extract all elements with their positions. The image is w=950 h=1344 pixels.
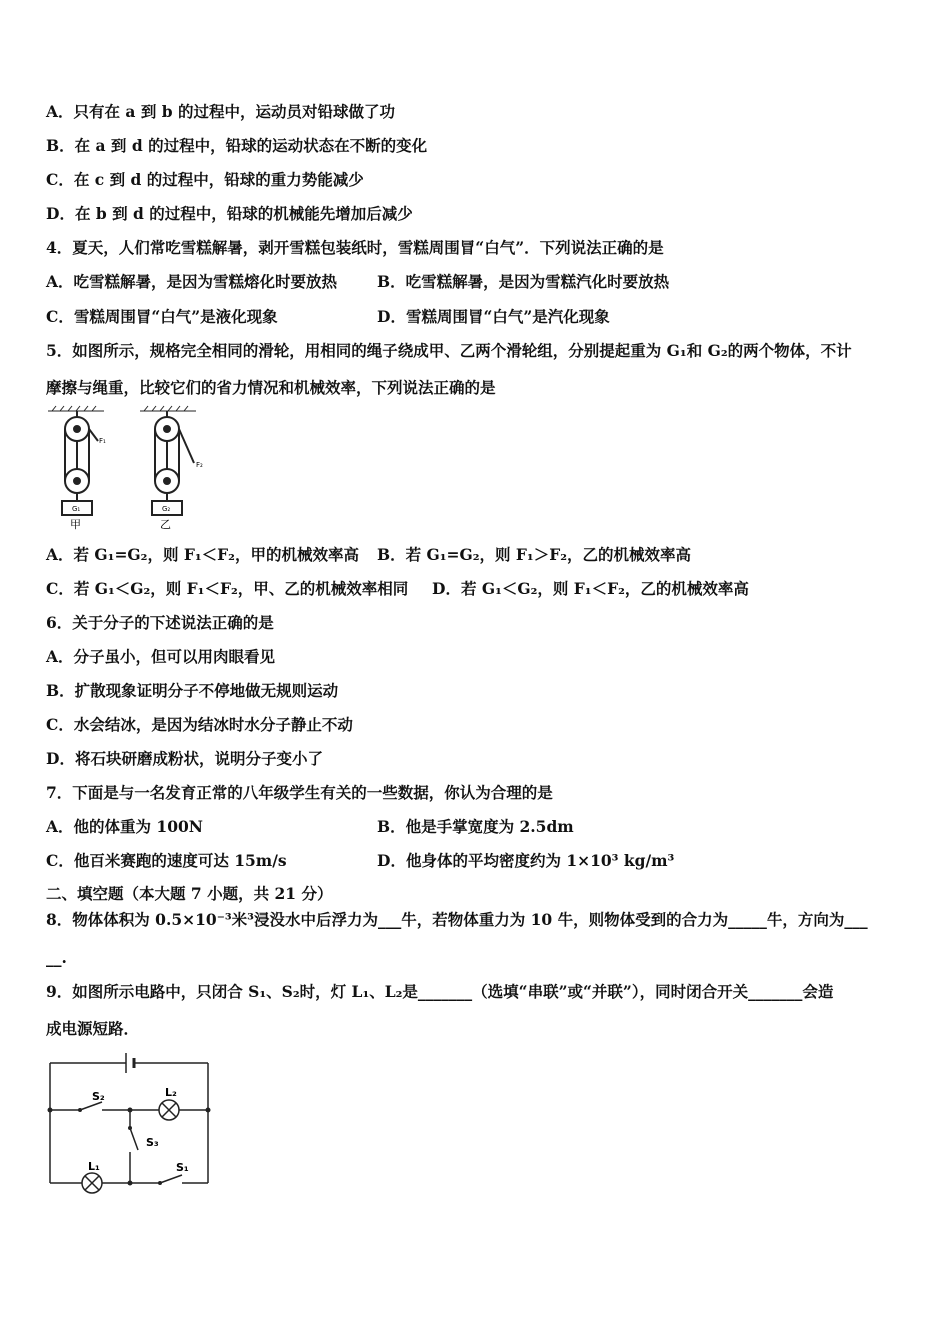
q5-option-b: B．若 G₁=G₂，则 F₁＞F₂，乙的机械效率高	[377, 545, 692, 564]
switch-s2	[80, 1102, 102, 1110]
label-s3: S₃	[146, 1136, 159, 1149]
label-s2: S₂	[92, 1090, 105, 1103]
q7-option-c: C．他百米赛跑的速度可达 15m/s	[46, 851, 287, 870]
q6-stem: 6．关于分子的下述说法正确的是	[46, 613, 274, 632]
pulley-system-jia	[62, 411, 98, 515]
q6-option-c: C．水会结冰，是因为结冰时水分子静止不动	[46, 715, 353, 734]
switch-s1	[160, 1175, 182, 1183]
q3-option-a: A．只有在 a 到 b 的过程中，运动员对铅球做了功	[46, 102, 395, 121]
q9-line2: 成电源短路．	[46, 1019, 140, 1038]
q5-stem-line1: 5．如图所示，规格完全相同的滑轮，用相同的绳子绕成甲、乙两个滑轮组，分别提起重为 G₁和 G₂的两个物体，不计	[46, 341, 852, 360]
figure-label-yi: 乙	[160, 518, 171, 530]
section-heading-fill-blank: 二、填空题（本大题 7 小题，共 21 分）	[46, 884, 333, 903]
q5-stem-line2: 摩擦与绳重，比较它们的省力情况和机械效率，下列说法正确的是	[46, 378, 496, 397]
q4-option-a: A．吃雪糕解暑，是因为雪糕熔化时要放热	[46, 272, 338, 291]
weight-label-left: G₁	[72, 505, 81, 513]
q8-line1: 8．物体体积为 0.5×10⁻³米³浸没水中后浮力为___牛，若物体重力为 10 牛，则物体受到的合力为_____牛，方向为___	[46, 910, 868, 929]
label-l2: L₂	[165, 1086, 177, 1099]
q5-option-c: C．若 G₁＜G₂，则 F₁＜F₂，甲、乙的机械效率相同	[46, 579, 409, 598]
force-label-left: F₁	[99, 437, 106, 445]
label-s1: S₁	[176, 1161, 189, 1174]
q5-option-d: D．若 G₁＜G₂，则 F₁＜F₂，乙的机械效率高	[432, 579, 749, 598]
q7-stem: 7．下面是与一名发育正常的八年级学生有关的一些数据，你认为合理的是	[46, 783, 553, 802]
ceiling-hatch	[48, 406, 196, 411]
q4-stem: 4．夏天，人们常吃雪糕解暑，剥开雪糕包装纸时，雪糕周围冒“白气”．下列说法正确的是	[46, 238, 664, 257]
figure-label-jia: 甲	[70, 518, 81, 530]
switch-s3	[130, 1128, 138, 1150]
q5-option-a: A．若 G₁=G₂，则 F₁＜F₂，甲的机械效率高	[46, 545, 359, 564]
q7-option-d: D．他身体的平均密度约为 1×10³ kg/m³	[377, 851, 675, 870]
q6-option-b: B．扩散现象证明分子不停地做无规则运动	[46, 681, 339, 700]
q6-option-d: D．将石块研磨成粉状，说明分子变小了	[46, 749, 323, 768]
force-label-right: F₂	[196, 461, 203, 469]
q3-option-c: C．在 c 到 d 的过程中，铅球的重力势能减少	[46, 170, 364, 189]
q4-option-b: B．吃雪糕解暑，是因为雪糕汽化时要放热	[377, 272, 670, 291]
pulley-system-yi	[152, 411, 194, 515]
q3-option-d: D．在 b 到 d 的过程中，铅球的机械能先增加后减少	[46, 204, 413, 223]
weight-label-right: G₂	[162, 505, 171, 513]
q7-option-a: A．他的体重为 100N	[46, 817, 203, 836]
label-l1: L₁	[88, 1160, 100, 1173]
q3-option-b: B．在 a 到 d 的过程中，铅球的运动状态在不断的变化	[46, 136, 428, 155]
circuit-figure	[40, 1048, 220, 1198]
q6-option-a: A．分子虽小，但可以用肉眼看见	[46, 647, 276, 666]
q9-line1: 9．如图所示电路中，只闭合 S₁、S₂时，灯 L₁、L₂是_______（选填“串联”或“并联”），同时闭合开关_______会造	[46, 982, 834, 1001]
pulley-figure	[44, 405, 214, 530]
q4-option-c: C．雪糕周围冒“白气”是液化现象	[46, 307, 278, 326]
q8-line2: __.	[46, 948, 67, 967]
q4-option-d: D．雪糕周围冒“白气”是汽化现象	[377, 307, 610, 326]
q7-option-b: B．他是手掌宽度为 2.5dm	[377, 817, 574, 836]
